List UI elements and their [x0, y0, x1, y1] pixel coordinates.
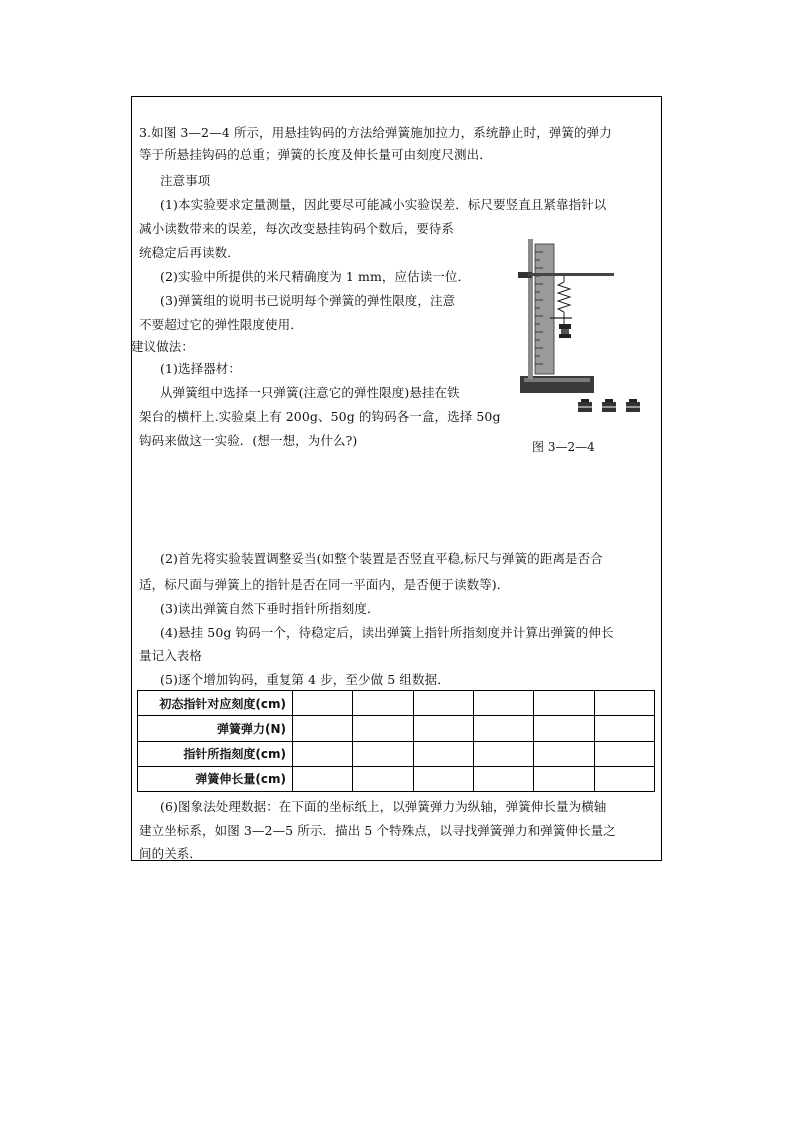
suggestion-heading: 建议做法： [131, 339, 195, 354]
table-cell[interactable] [473, 716, 533, 741]
table-cell[interactable] [473, 741, 533, 766]
table-cell[interactable] [534, 741, 594, 766]
table-cell[interactable] [594, 691, 654, 716]
spring-apparatus-figure [510, 236, 660, 416]
step-6-line-1: (6)图象法处理数据：在下面的坐标纸上，以弹簧弹力为纵轴，弹簧伸长量为横轴 [160, 799, 607, 814]
step-1-title: (1)选择器材： [160, 361, 242, 376]
step-1-line-1: 从弹簧组中选择一只弹簧(注意它的弹性限度)悬挂在铁 [160, 385, 460, 400]
step-1-line-2: 架台的横杆上.实验桌上有 200g、50g 的钩码各一盒，选择 50g [139, 409, 501, 424]
table-cell[interactable] [594, 741, 654, 766]
table-cell[interactable] [594, 716, 654, 741]
intro-line-1: 3.如图 3—2—4 所示，用悬挂钩码的方法给弹簧施加拉力，系统静止时，弹簧的弹力 [139, 125, 612, 140]
table-cell[interactable] [534, 691, 594, 716]
table-row [138, 766, 655, 791]
table-cell[interactable] [293, 716, 353, 741]
table-cell[interactable] [473, 691, 533, 716]
table-cell[interactable] [534, 716, 594, 741]
row-header: 弹簧伸长量(cm) [138, 766, 293, 791]
step-5: (5)逐个增加钩码，重复第 4 步，至少做 5 组数据． [160, 672, 450, 687]
note-2: (2)实验中所提供的米尺精确度为 1 mm，应估读一位． [160, 269, 471, 284]
table-cell[interactable] [353, 691, 413, 716]
table-cell[interactable] [473, 766, 533, 791]
table-cell[interactable] [413, 741, 473, 766]
weight-hanging [559, 324, 571, 329]
note-1-line-1: (1)本实验要求定量测量，因此要尽可能减小实验误差．标尺要竖直且紧靠指针以 [160, 197, 607, 212]
table-cell[interactable] [353, 766, 413, 791]
table-cell[interactable] [293, 741, 353, 766]
step-3: (3)读出弹簧自然下垂时指针所指刻度． [160, 601, 380, 616]
step-1-line-3: 钩码来做这一实验．(想一想，为什么?) [139, 433, 358, 448]
cross-bar [528, 273, 614, 276]
row-header: 初态指针对应刻度(cm) [138, 691, 293, 716]
row-header: 弹簧弹力(N) [138, 716, 293, 741]
note-1-line-3: 统稳定后再读数． [139, 245, 240, 260]
step-6-line-3: 间的关系． [139, 846, 203, 861]
table-cell[interactable] [413, 716, 473, 741]
table-cell[interactable] [293, 766, 353, 791]
note-1-line-2: 减小读数带来的误差，每次改变悬挂钩码个数后，要待系 [139, 221, 455, 236]
table-cell[interactable] [413, 691, 473, 716]
table-cell[interactable] [353, 741, 413, 766]
ruler [535, 244, 554, 374]
table-cell[interactable] [413, 766, 473, 791]
table-row [138, 691, 655, 716]
stand-pole [528, 239, 533, 379]
spring [558, 282, 570, 312]
intro-line-2: 等于所悬挂钩码的总重；弹簧的长度及伸长量可由刻度尺测出． [139, 147, 492, 162]
step-2-line-1: (2)首先将实验装置调整妥当(如整个装置是否竖直平稳,标尺与弹簧的距离是否合 [160, 551, 603, 566]
loose-weights [574, 399, 646, 412]
row-header: 指针所指刻度(cm) [138, 741, 293, 766]
step-2-line-2: 适，标尺面与弹簧上的指针是否在同一平面内，是否便于读数等)． [139, 577, 510, 592]
table-cell[interactable] [534, 766, 594, 791]
table-row [138, 716, 655, 741]
table-cell[interactable] [594, 766, 654, 791]
step-4-line-1: (4)悬挂 50g 钩码一个，待稳定后，读出弹簧上指针所指刻度并计算出弹簧的伸长 [160, 625, 614, 640]
note-3-line-2: 不要超过它的弹性限度使用． [139, 317, 303, 332]
notes-heading: 注意事项 [160, 173, 211, 188]
table-cell[interactable] [353, 716, 413, 741]
step-6-line-2: 建立坐标系，如图 3—2—5 所示．描出 5 个特殊点，以寻找弹簧弹力和弹簧伸长量之 [139, 823, 616, 838]
step-4-line-2: 量记入表格 [139, 648, 203, 663]
table-row [138, 741, 655, 766]
data-table [137, 690, 655, 792]
table-cell[interactable] [293, 691, 353, 716]
note-3-line-1: (3)弹簧组的说明书已说明每个弹簧的弹性限度，注意 [160, 293, 456, 308]
figure-caption: 图 3—2—4 [532, 440, 595, 454]
